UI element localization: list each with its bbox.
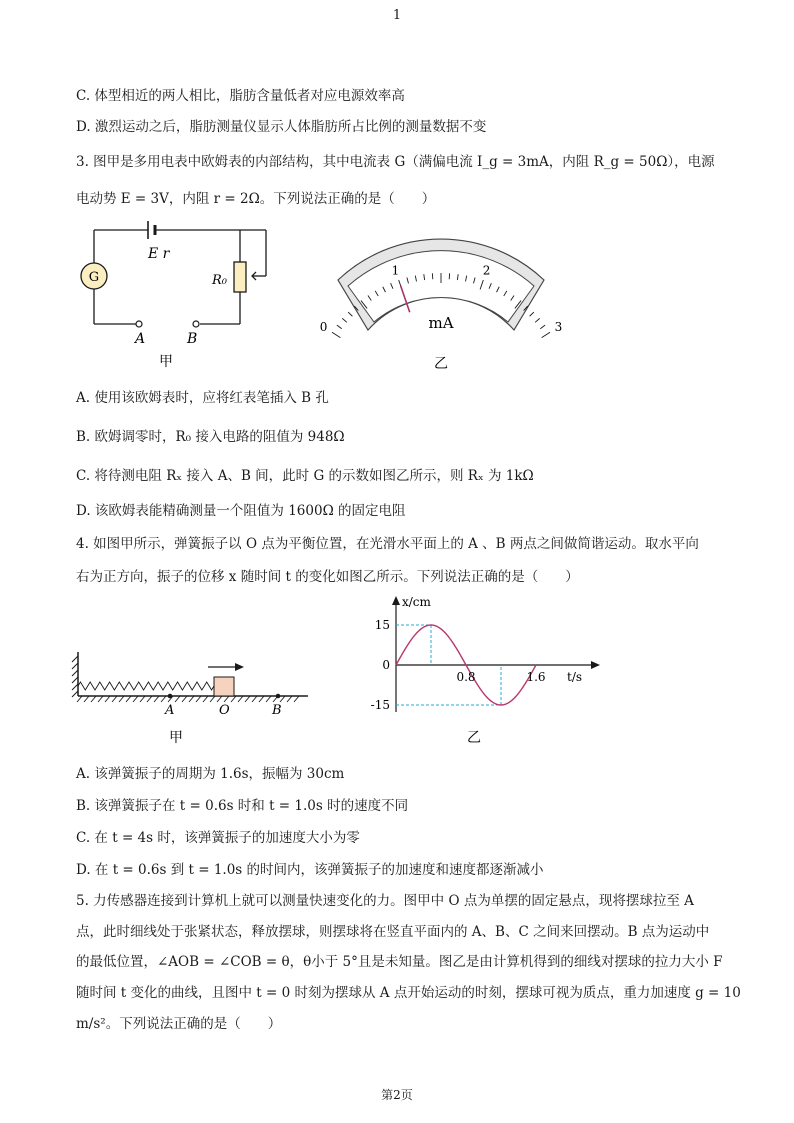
option-d-q3: D. 该欧姆表能精确测量一个阻值为 1600Ω 的固定电阻 — [76, 503, 406, 519]
option-c-q4: C. 在 t = 4s 时，该弹簧振子的加速度大小为零 — [76, 830, 360, 846]
y-tick-label: 0 — [382, 658, 390, 672]
dial-tick — [332, 332, 340, 337]
circuit-diagram — [76, 218, 286, 368]
y-axis-arrow — [392, 596, 400, 605]
y-axis-label: x/cm — [402, 595, 431, 609]
terminal-b-label: B — [187, 331, 198, 347]
point-b-label: B — [272, 703, 282, 718]
page-number: 1 — [392, 8, 402, 23]
dial-tick-label: 2 — [482, 263, 491, 278]
x-axis-arrow — [591, 661, 600, 669]
q5-stem-line3: 的最低位置，∠AOB = ∠COB = θ，θ小于 5°且是未知量。图乙是由计算机得到的细线对摆球的拉力大小 F — [76, 954, 723, 970]
page-footer: 第2页 — [381, 1088, 413, 1102]
point-a-label: A — [165, 703, 175, 718]
meter-caption: 乙 — [434, 356, 448, 372]
option-c-q2: C. 体型相近的两人相比，脂肪含量低者对应电源效率高 — [76, 88, 405, 104]
displacement-time-chart — [362, 592, 602, 747]
x-axis-label: t/s — [567, 670, 583, 684]
terminal-a-label: A — [135, 331, 146, 347]
dial-tick — [337, 325, 342, 329]
x-tick-label: 1.6 — [526, 670, 546, 684]
option-a-q4: A. 该弹簧振子的周期为 1.6s，振幅为 30cm — [76, 766, 345, 782]
dial-tick-label: 0 — [319, 319, 328, 334]
meter-label: G — [88, 270, 100, 285]
oscillator-block — [214, 677, 234, 696]
direction-arrow-icon — [235, 663, 244, 671]
q4-stem-line2: 右为正方向，振子的位移 x 随时间 t 的变化如图乙所示。下列说法正确的是（ ） — [76, 569, 579, 585]
option-d-q4: D. 在 t = 0.6s 到 t = 1.0s 的时间内，该弹簧振子的加速度和速度都逐渐减小 — [76, 862, 544, 878]
dial-tick — [348, 312, 352, 316]
resistor-label: R₀ — [212, 273, 227, 288]
spring-oscillator-diagram — [68, 648, 318, 748]
point-o-label: O — [219, 703, 230, 718]
q5-stem-line4: 随时间 t 变化的曲线，且图中 t = 0 时刻为摆球从 A 点开始运动的时刻，摆球可视为质点，重力加速度 g = 10 — [76, 985, 741, 1001]
q5-stem-line1: 5. 力传感器连接到计算机上就可以测量快速变化的力。图甲中 O 点为单摆的固定悬点，现将摆球拉至 A — [76, 893, 694, 909]
dial-tick-label: 1 — [391, 263, 400, 278]
dial-tick — [342, 318, 347, 322]
meter-unit: mA — [428, 314, 454, 332]
q5-stem-line5: m/s²。下列说法正确的是（ ） — [76, 1016, 282, 1032]
option-a-q3: A. 使用该欧姆表时，应将红表笔插入 B 孔 — [76, 390, 329, 406]
y-tick-label: -15 — [370, 698, 390, 712]
q5-stem-line2: 点，此时细线处于张紧状态，释放摆球，则摆球将在竖直平面内的 A、B、C 之间来回摆动。B 点为运动中 — [76, 924, 710, 940]
option-b-q3: B. 欧姆调零时，R₀ 接入电路的阻值为 948Ω — [76, 429, 345, 445]
y-tick-label: 15 — [374, 618, 390, 632]
dial-tick — [535, 318, 540, 322]
option-d-q2: D. 激烈运动之后，脂肪测量仪显示人体脂肪所占比例的测量数据不变 — [76, 119, 487, 135]
q3-stem-line2: 电动势 E = 3V，内阻 r = 2Ω。下列说法正确的是（ ） — [76, 191, 436, 207]
q3-stem-line1: 3. 图甲是多用电表中欧姆表的内部结构，其中电流表 G（满偏电流 I_g = 3mA，内阻 R_g = 50Ω），电源 — [76, 154, 715, 170]
dial-tick — [542, 332, 550, 337]
dial-tick-label: 3 — [554, 319, 563, 334]
x-tick-label: 0.8 — [456, 670, 476, 684]
source-label: E r — [148, 246, 170, 262]
chart-caption: 乙 — [467, 730, 481, 746]
q4-stem-line1: 4. 如图甲所示，弹簧振子以 O 点为平衡位置，在光滑水平面上的 A 、B 两点之间做简谐运动。取水平向 — [76, 536, 699, 552]
spring-coil — [78, 682, 214, 690]
option-c-q3: C. 将待测电阻 Rₓ 接入 A、B 间，此时 G 的示数如图乙所示，则 Rₓ 为 1kΩ — [76, 468, 534, 484]
resistor-r0 — [234, 262, 246, 292]
spring-caption: 甲 — [169, 730, 183, 746]
dial-tick — [540, 325, 545, 329]
meter-dial — [319, 228, 563, 374]
circuit-caption: 甲 — [159, 354, 173, 370]
option-b-q4: B. 该弹簧振子在 t = 0.6s 时和 t = 1.0s 时的速度不同 — [76, 798, 409, 814]
dial-tick — [530, 312, 534, 316]
